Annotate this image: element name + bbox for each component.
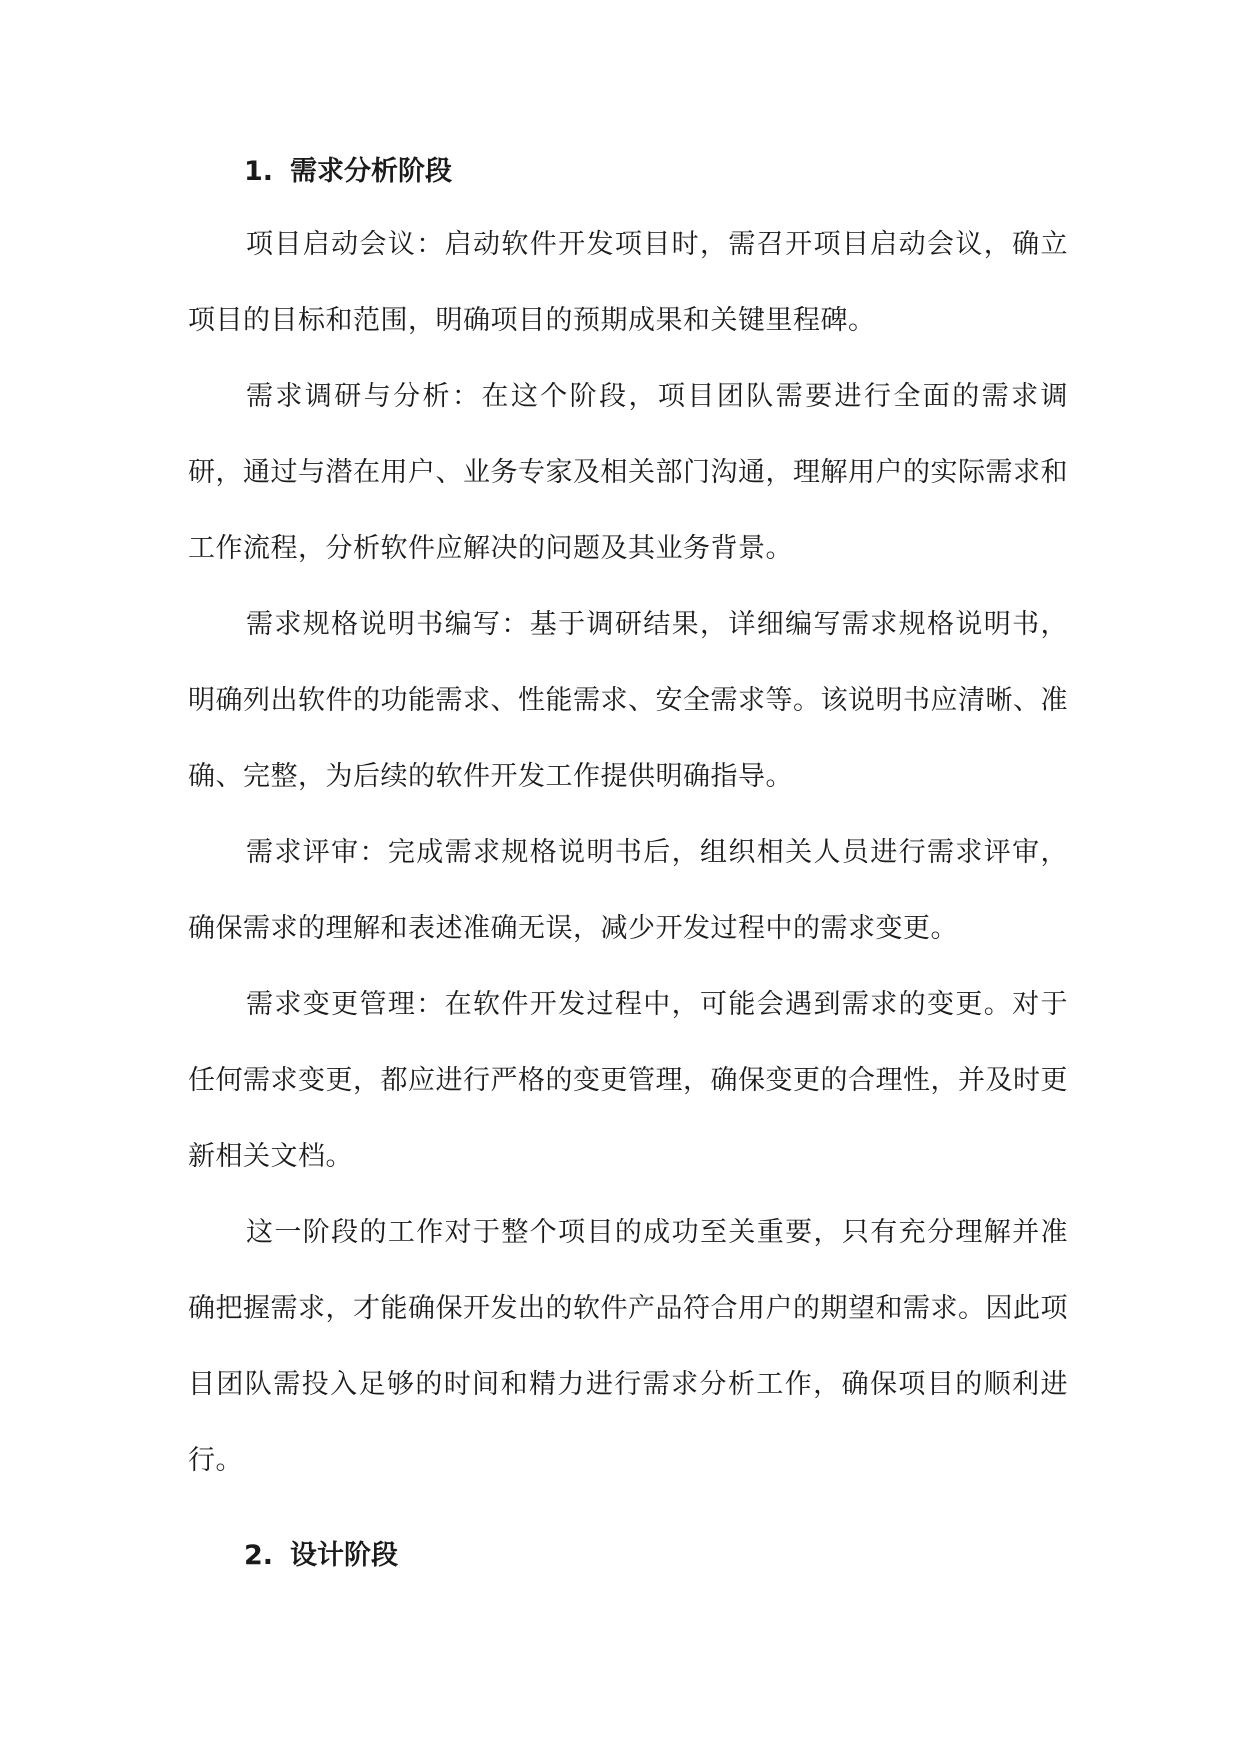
paragraph-change-management: 需求变更管理：在软件开发过程中，可能会遇到需求的变更。对于任何需求变更，都应进行严格的变更管理，确保变更的合理性，并及时更新相关文档。	[188, 989, 1068, 1172]
section-heading-1	[244, 154, 452, 190]
paragraph-requirements-review: 需求评审：完成需求规格说明书后，组织相关人员进行需求评审，确保需求的理解和表述准确无误，减少开发过程中的需求变更。	[188, 837, 1068, 944]
paragraph-requirements-research: 需求调研与分析：在这个阶段，项目团队需要进行全面的需求调研，通过与潜在用户、业务专家及相关部门沟通，理解用户的实际需求和工作流程，分析软件应解决的问题及其业务背景。	[188, 381, 1068, 564]
section-title: 需求分析阶段	[290, 156, 452, 187]
paragraph-kickoff-meeting: 项目启动会议：启动软件开发项目时，需召开项目启动会议，确立项目的目标和范围，明确项目的预期成果和关键里程碑。	[188, 229, 1068, 336]
section-title: 设计阶段	[290, 1540, 398, 1571]
paragraph-summary: 这一阶段的工作对于整个项目的成功至关重要，只有充分理解并准确把握需求，才能确保开发出的软件产品符合用户的期望和需求。因此项目团队需投入足够的时间和精力进行需求分析工作，确保项目的顺利进行。	[188, 1217, 1068, 1476]
section-heading-2	[244, 1538, 398, 1574]
paragraph-requirements-spec: 需求规格说明书编写：基于调研结果，详细编写需求规格说明书，明确列出软件的功能需求、性能需求、安全需求等。该说明书应清晰、准确、完整，为后续的软件开发工作提供明确指导。	[188, 609, 1068, 792]
section-number: 2.	[244, 1540, 274, 1571]
section-number: 1.	[244, 156, 274, 187]
